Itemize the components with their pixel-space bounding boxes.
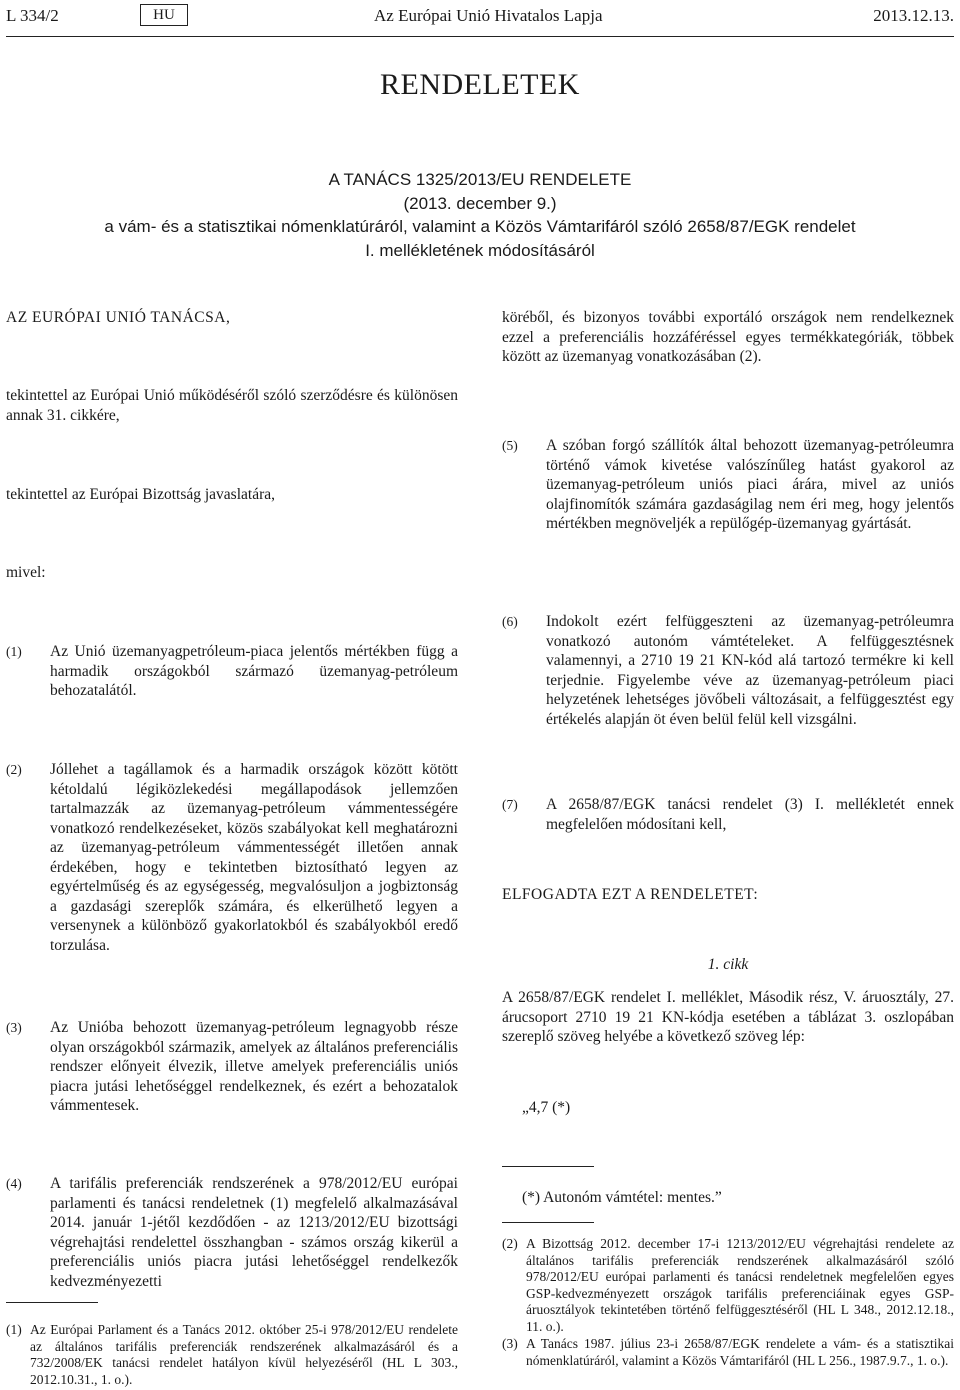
regulation-subject-line: a vám- és a statisztikai nómenklatúráról, valamint a Közös Vámtarifáról szóló 2658/87/EGK rendelet (104, 217, 856, 236)
recital-6 (502, 612, 954, 729)
recital-1 (6, 642, 458, 701)
recital-2 (6, 760, 458, 955)
footnote-rule-left (6, 1302, 98, 1303)
recital-number: (2) (6, 762, 22, 777)
footnote-number: (3) (502, 1336, 518, 1351)
council-heading: AZ EURÓPAI UNIÓ TANÁCSA, (6, 309, 231, 326)
recital-number: (3) (6, 1020, 22, 1035)
footnote-1 (6, 1322, 458, 1388)
regulation-title-line: A TANÁCS 1325/2013/EU RENDELETE (328, 170, 632, 189)
recital-7 (502, 795, 954, 834)
recital-number: (7) (502, 797, 518, 812)
whereas-label: mivel: (6, 564, 46, 581)
recital-text: Indokolt ezért felfüggeszteni az üzemanyag-petróleumra vonatkozó autonóm vámtételeket. A felfüggesztésnek valamennyi, a 2710 19 21 KN-kód alá tartozó termékre ki kell terjednie. Figyelembe véve az üzemanyag-petróleum piaci helyzetének lehetséges jövőbeli változásait, a felfüggesztést egy értékelés alapján öt éven belül felül kell vizsgálni. (546, 613, 954, 728)
recital-number: (4) (6, 1176, 22, 1191)
footnote-text: A Tanács 1987. július 23-i 2658/87/EGK rendelete a vám- és a statisztikai nómenklatúráról, valamint a Közös Vámtarifáról (HL L 256., 1987.9.7., 1. o.). (526, 1336, 954, 1368)
recital-text: Az Unió üzemanyagpetróleum-piaca jelentős mértékben függ a harmadik országokból származó üzemanyag-petróleum behozatalától. (50, 643, 458, 699)
recital-text: A tarifális preferenciák rendszerének a 978/2012/EU európai parlamenti és tanácsi rendeletnek (1) megfelelő alkalmazásával 2014. január 1-jétől kezdődően - az 1213/2012/EU bizottsági végrehajtási rendelettel összhangban - számos ország kikerül a preferenciális uniós piacra jutási lehetőséggel rendelkezők kedvezményezetti (50, 1175, 458, 1290)
page-number: L 334/2 (6, 6, 59, 25)
replacement-value: „4,7 (*) (522, 1099, 571, 1116)
regulation-date: (2013. december 9.) (403, 193, 557, 213)
citation-treaty: tekintettel az Európai Unió működéséről szóló szerződésre és különösen annak 31. cikkére, (6, 387, 458, 424)
recital-text: Az Unióba behozott üzemanyag-petróleum legnagyobb része olyan országokból származik, amelyek az általános preferenciális rendszer előnyeit élvezik, illetve amelyek preferenciális uniós piacra jutási lehetőséggel rendelkeznek, és ezért a behozatalok vámmentesek. (50, 1019, 458, 1114)
recital-text: Jóllehet a tagállamok és a harmadik országok között kötött kétoldalú légiközlekedési megállapodások jellemzően tartalmazzák az üzemanyag-petróleum vámmentességére vonatkozó rendelkezéseket, közös szabályokat kell meghatározni az üzemanyag-petróleum vámmentességét illetően annak érdekében, hogy e tekintetben biztosítható legyen az egyértelműség és az egységesség, megvalósuljon a jogbiztonság a gazdasági szereplők számára, és elkerülhető legyen a versenynek a különböző gyakorlatokból és szabályokból eredő torzulása. (50, 761, 458, 954)
citation-proposal: tekintettel az Európai Bizottság javaslatára, (6, 486, 275, 503)
footnote-text: A Bizottság 2012. december 17-i 1213/2012/EU végrehajtási rendelete az általános tarifális preferenciák rendszerének alkalmazásáról szóló 978/2012/EU európai parlamenti és tanácsi rendeletnek megfelelően egyes GSP-kedvezményezett országok tarifális preferenciáinak egyes GSP-áruosztályok tekintetében történő felfüggesztéséről (HL L 348., 2012.12.18., 11. o.). (526, 1236, 954, 1334)
language-badge: HU (140, 4, 188, 26)
footnote-number: (2) (502, 1236, 518, 1251)
footnote-number: (1) (6, 1322, 22, 1337)
section-title: RENDELETEK (380, 68, 580, 101)
footnote-2 (502, 1236, 954, 1335)
journal-title: Az Európai Unió Hivatalos Lapja (374, 6, 603, 25)
recital-text: A 2658/87/EGK tanácsi rendelet (3) I. mellékletét ennek megfelelően módosítani kell, (546, 796, 954, 833)
recital-3 (6, 1018, 458, 1116)
table-footnote: (*) Autonóm vámtétel: mentes.” (522, 1189, 722, 1206)
footnote-text: Az Európai Parlament és a Tanács 2012. október 25-i 978/2012/EU rendelete az általános tarifális preferenciák rendszerének alkalmazásáról és a 732/2008/EK tanácsi rendelet hatályon kívül helyezéséről (HL L 303., 2012.10.31., 1. o.). (30, 1322, 458, 1387)
recital-number: (5) (502, 438, 518, 453)
regulation-subject-line: I. mellékletének módosításáról (365, 240, 595, 260)
recital-number: (6) (502, 614, 518, 629)
footnote-3 (502, 1336, 954, 1369)
recital-4 (6, 1174, 458, 1291)
adopted-heading: ELFOGADTA EZT A RENDELETET: (502, 886, 759, 903)
publication-date: 2013.12.13. (873, 6, 954, 25)
footnote-rule-right (502, 1222, 594, 1223)
article-heading: 1. cikk (707, 956, 749, 973)
article-text: A 2658/87/EGK rendelet I. melléklet, Második rész, V. áruosztály, 27. árucsoport 2710 19 21 KN-kódja esetében a táblázat 3. oszlopában szereplő szöveg helyébe a következő szöveg lép: (502, 989, 954, 1045)
recital-text: A szóban forgó szállítók által behozott üzemanyag-petróleumra történő vámok kivetése valószínűleg hatást gyakorol az üzemanyag-petróleum uniós piaci árára, mivel az uniós olajfinomítók számára gazdaságilag nem éri meg, hogy jelentős mértékben megnöveljék a repülőgép-üzemanyag gyártását. (546, 437, 954, 532)
recital-number: (1) (6, 644, 22, 659)
table-footnote-rule (502, 1166, 594, 1167)
regulation-title (0, 168, 960, 262)
header-rule (6, 36, 954, 37)
recital-5 (502, 436, 954, 534)
page-header (6, 6, 954, 30)
recital-4-continuation: köréből, és bizonyos további exportáló országok nem rendelkeznek ezzel a preferenciális hozzáféréssel egyes termékkategóriák, többek között az üzemanyag vonatkozásában (2). (502, 309, 954, 365)
